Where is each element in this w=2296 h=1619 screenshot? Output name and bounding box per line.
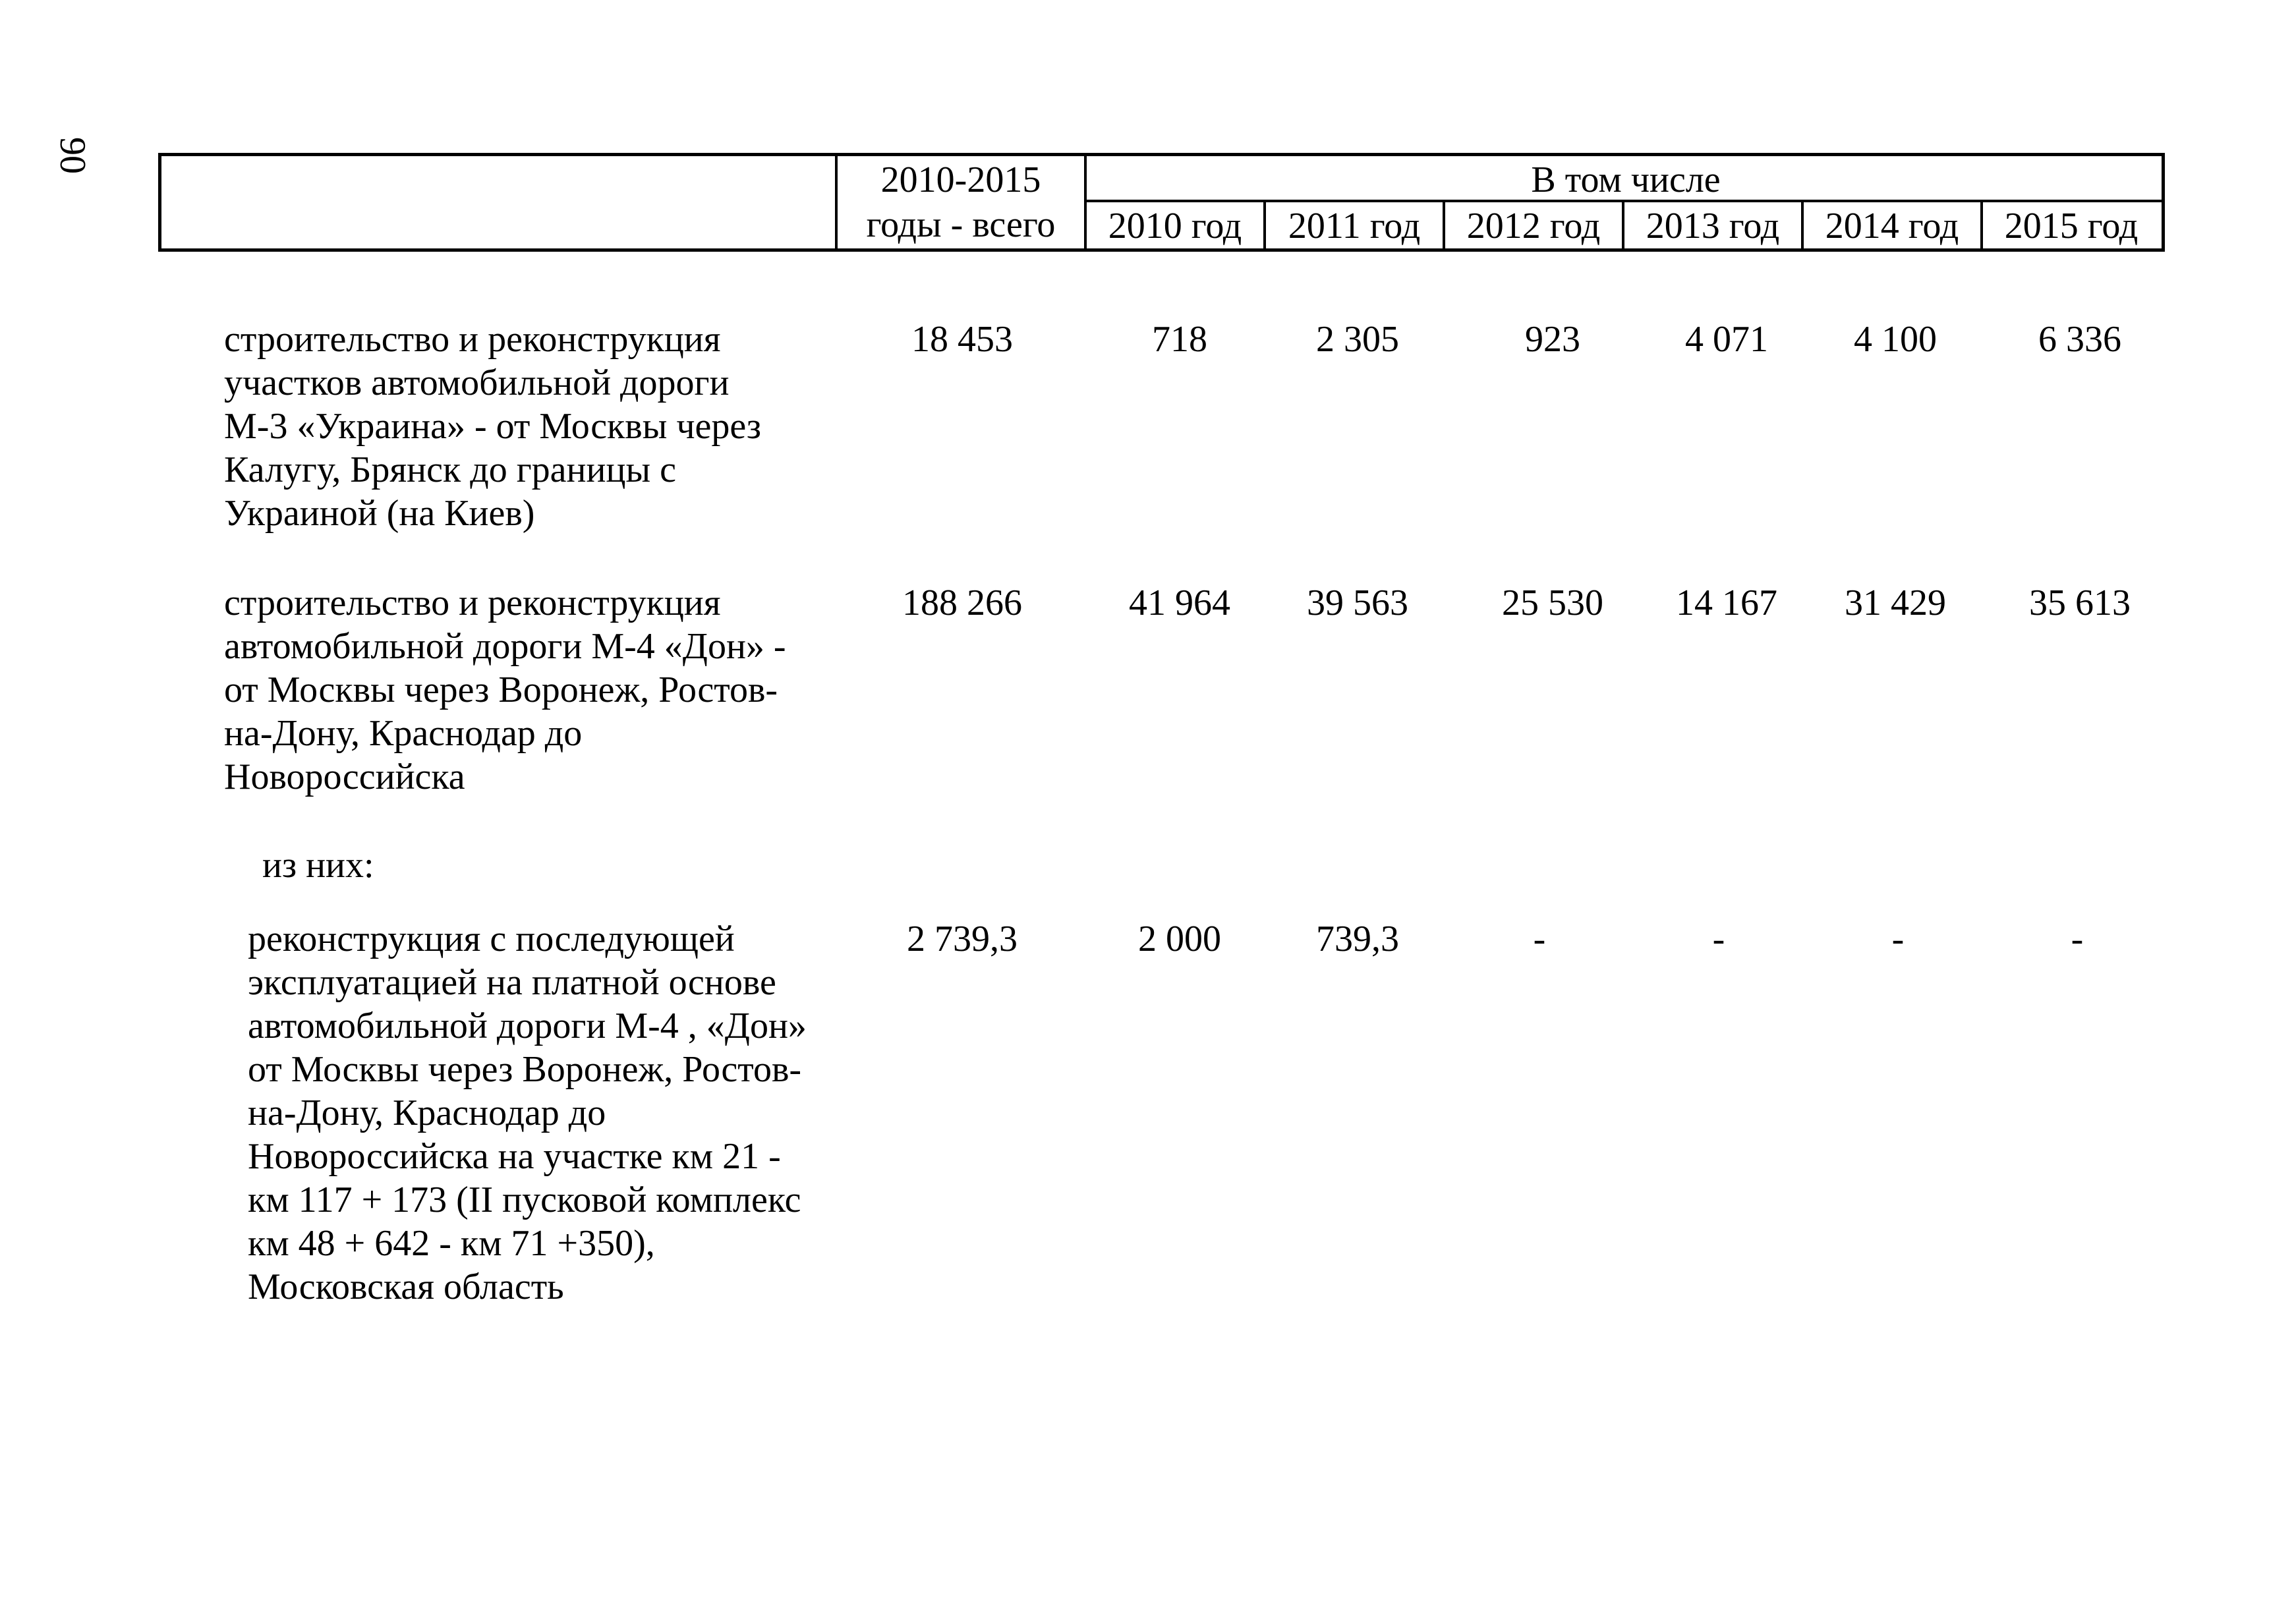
row-value-2014: - [1891,919,1905,959]
row-value-2015: 6 336 [2038,319,2121,360]
header-total-line1: 2010-2015 [880,159,1041,200]
header-year: 2011 год [1288,206,1421,246]
row-description: реконструкция с последующей эксплуатацией на платной основе автомобильной дороги М-4 , «Дон» от Москвы через Воронеж, Ростов- на-Дону, Краснодар до Новороссийска на участке км 21 - км 117 + 173 (II пусковой комплекс км 48 + 642 - км 71 +350), Московская область [248,919,807,1307]
row-description: строительство и реконструкция участков автомобильной дороги М-3 «Украина» - от Москвы через Калугу, Брянск до границы с Украиной (на Киев) [224,319,762,534]
row-value-2012: 25 530 [1502,582,1603,623]
row-description: строительство и реконструкция автомобильной дороги М-4 «Дон» - от Москвы через Воронеж, Ростов- на-Дону, Краснодар до Новороссийска [224,582,786,797]
header-year: 2010 год [1108,206,1242,246]
header-year: 2014 год [1825,206,1959,246]
row-value-2011: 39 563 [1307,582,1408,623]
row-value-2014: 31 429 [1845,582,1946,623]
row-value-2010: 718 [1152,319,1207,360]
row-total: 18 453 [911,319,1013,360]
row-value-2014: 4 100 [1854,319,1937,360]
page-number: 90 [52,137,93,174]
row-value-2010: 2 000 [1138,919,1221,959]
row-value-2012: - [1533,919,1546,959]
row-value-2015: 35 613 [2029,582,2131,623]
row-value-2013: 4 071 [1685,319,1768,360]
header-year: 2012 год [1466,206,1601,246]
header-year: 2013 год [1646,206,1780,246]
row-total: 188 266 [902,582,1022,623]
row-value-2015: - [2071,919,2084,959]
row-value-2012: 923 [1525,319,1580,360]
row-value-2011: 2 305 [1316,319,1399,360]
row-subheading: из них: [262,845,374,886]
header-year: 2015 год [2004,206,2138,246]
header-group-label: В том числе [1531,159,1721,200]
row-value-2011: 739,3 [1316,919,1399,959]
row-value-2013: - [1712,919,1725,959]
header-total-line2: годы - всего [866,204,1056,245]
row-total: 2 739,3 [907,919,1018,959]
table-header [158,153,2165,252]
row-value-2013: 14 167 [1676,582,1777,623]
row-value-2010: 41 964 [1129,582,1230,623]
